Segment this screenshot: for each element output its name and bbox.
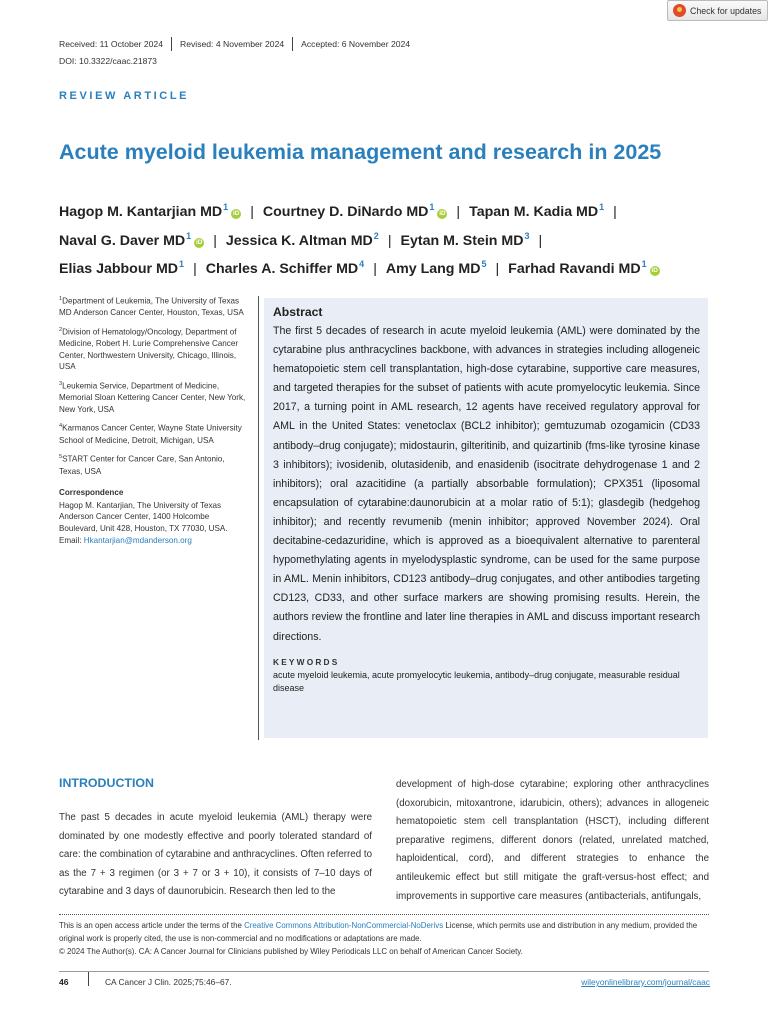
author-name: Charles A. Schiffer MD	[205, 261, 359, 277]
page-number: 46	[59, 977, 69, 987]
affiliation-number: 1	[59, 296, 63, 302]
affiliation-text: Department of Leukemia, The University of Texas MD Anderson Cancer Center, Houston, Texas, USA	[59, 296, 244, 318]
author-list	[59, 196, 729, 282]
affiliation-text: Leukemia Service, Department of Medicine, Memorial Sloan Kettering Cancer Center, New York, New York, USA	[59, 381, 246, 414]
orcid-icon[interactable]: iD	[651, 267, 658, 274]
accepted-date: Accepted: 6 November 2024	[301, 39, 411, 49]
affiliation-number: 2	[59, 326, 63, 333]
email-link[interactable]: Hkantarjian@mdanderson.org	[83, 535, 192, 545]
orcid-icon[interactable]: iD	[439, 210, 446, 217]
author-name: Eytan M. Stein MD	[400, 232, 524, 249]
affiliation	[59, 452, 249, 477]
journal-website-link[interactable]: wileyonlinelibrary.com/journal/caac	[581, 977, 710, 987]
copyright-text: © 2024 The Author(s). CA: A Cancer Journal for Clinicians published by Wiley Periodicals LLC on behalf of American Cancer Society.	[59, 947, 523, 956]
author-affiliation-ref: 1	[429, 202, 435, 212]
affiliation	[59, 294, 249, 319]
author-name: Courtney D. DiNardo MD	[262, 204, 429, 220]
affiliation-number: 5	[59, 454, 63, 461]
author-name: Tapan M. Kadia MD	[469, 204, 599, 220]
divider	[292, 37, 293, 51]
author-affiliation-ref: 1	[599, 202, 605, 212]
affiliation-text: START Center for Cancer Care, San Antonio, Texas, USA	[59, 454, 225, 476]
journal-citation: CA Cancer J Clin. 2025;75:46–67.	[105, 977, 232, 987]
author-separator: |	[456, 204, 461, 220]
author-name: Elias Jabbour MD	[59, 261, 179, 277]
section-label: REVIEW ARTICLE	[59, 90, 190, 102]
abstract-text: The first 5 decades of research in acute myeloid leukemia (AML) were dominated by the cytarabine plus anthracyclines backbone, with advances in strategies including allogeneic hematopoietic stem cell transplantation, high-dose cytarabine, supportive care measures, and targeted therapies for the subset of patients with acute promyelocytic leukemia. Since 2017, a turning point in AML research, 12 agents have received regulatory approval for AML in the United States: venetoclax (BCL2 inhibitor); gemtuzumab ozogamicin (CD33 antibody–drug conjugate); midostaurin, gilteritinib, and quizartinib (fms-like tyrosine kinase 3 inhibitors); ivosidenib, olutasidenib, and enasidenib (isocitrate dehydrogenase 1 and 2 inhibitors); oral azacitidine (a partially absorbable formulation); CPX351 (liposomal encapsulation of cytarabine:daunorubicin at a molar ratio of 5:1); glasdegib (hedgehog inhibitor); and recently revumenib (menin inhibitor; approved November 2024). Oral decitabine-cedazuridine, which is approved as a bioequivalent alternative to parenteral hypomethylating agents in myelodysplastic syndrome, can be used for the same purpose in AML. Menin inhibitors, CD123 antibody–drug conjugates, and other antibodies targeting CD123, CD33, and other surface markers are showing promising results. Herein, the authors review the frontline and later line therapies in AML and discuss important research directions.	[273, 325, 700, 643]
author-affiliation-ref: 1	[179, 259, 185, 269]
author-affiliation-ref: 1	[186, 230, 192, 241]
author-name: Naval G. Daver MD	[59, 232, 186, 249]
license-link[interactable]: Creative Commons Attribution-NonCommercial-NoDerivs	[244, 921, 444, 930]
author-affiliation-ref: 3	[524, 230, 530, 241]
author-separator: |	[213, 232, 217, 249]
affiliation	[59, 379, 249, 415]
orcid-icon[interactable]: iD	[195, 238, 203, 246]
keywords-text: acute myeloid leukemia, acute promyelocytic leukemia, antibody–drug conjugate, measurable residual disease	[273, 669, 680, 693]
received-date: Received: 11 October 2024	[59, 39, 163, 49]
revised-date: Revised: 4 November 2024	[180, 39, 285, 49]
author-separator: |	[538, 232, 543, 249]
affiliation-number: 4	[59, 423, 63, 430]
check-for-updates-button[interactable]	[667, 0, 768, 21]
author-affiliation-ref: 1	[641, 259, 647, 269]
affiliations	[59, 294, 249, 546]
abstract-heading: Abstract	[273, 305, 323, 319]
correspondence-text: Hagop M. Kantarjian, The University of Texas Anderson Cancer Center, 1400 Holcombe Boulevard, Unit 428, Houston, TX 77030, USA.	[59, 500, 228, 533]
correspondence-email	[59, 535, 249, 547]
author-affiliation-ref: 1	[223, 202, 229, 212]
introduction-heading: INTRODUCTION	[59, 776, 154, 790]
author-name: Hagop M. Kantarjian MD	[59, 204, 223, 220]
author-separator: |	[250, 204, 254, 220]
email-label: Email:	[59, 535, 82, 545]
author-name: Amy Lang MD	[385, 261, 481, 277]
footer-separator	[88, 972, 89, 986]
check-for-updates-label: Check for updates	[690, 5, 762, 16]
orcid-icon[interactable]: iD	[232, 210, 240, 217]
author-separator: |	[193, 261, 197, 277]
author-separator: |	[387, 232, 392, 249]
author-separator: |	[495, 261, 500, 277]
introduction-column-2: development of high-dose cytarabine; exploring other anthracyclines (doxorubicin, mitoxantrone, idarubicin, others); advances in allogeneic hematopoietic stem cell transplantation (HSCT), including different preparative regimens, different donors (related, unrelated matched, haploidentical, cord), and different strategies to enhance the antileukemic effect but still mitigate the graft-versus-host effect; and improvements in supportive care measures (antibacterials, antifungals,	[396, 779, 709, 902]
correspondence-heading: Correspondence	[59, 488, 124, 498]
affiliation-text: Karmanos Cancer Center, Wayne State University School of Medicine, Detroit, Michigan, USA	[59, 424, 242, 445]
article-dates	[59, 37, 410, 51]
affiliation	[59, 325, 249, 373]
affiliation	[59, 421, 249, 446]
column-divider	[258, 296, 259, 740]
license-pre: This is an open access article under the terms of the	[59, 921, 245, 930]
article-title: Acute myeloid leukemia management and research in 2025	[59, 140, 662, 164]
keywords-heading: KEYWORDS	[273, 656, 340, 667]
crossmark-icon	[673, 4, 686, 17]
author-affiliation-ref: 4	[359, 259, 365, 269]
abstract-box	[264, 298, 708, 738]
affiliation-text: Division of Hematology/Oncology, Department of Medicine, Robert H. Lurie Comprehensive Cancer Center, Northwestern University, Chicago, Illinois, USA	[59, 327, 239, 372]
license-text	[59, 919, 711, 945]
divider	[171, 37, 172, 51]
license-post: License, which permits use and distribution in any medium, provided the original work is properly cited, the use is non-commercial and no modifications or adaptations are made.	[59, 921, 698, 943]
author-name: Farhad Ravandi MD	[508, 261, 641, 277]
doi: DOI: 10.3322/caac.21873	[59, 56, 157, 66]
license-divider	[59, 914, 709, 915]
introduction-column-1: The past 5 decades in acute myeloid leukemia (AML) therapy were dominated by one modestly effective and poorly tolerated standard of care: the combination of cytarabine and anthracyclines. Often referred to as the 7 + 3 regimen (or 3 + 7 or 3 + 10), it consists of 7–10 days of cytarabine and 3 days of daunorubicin. Research then led to the	[59, 812, 372, 898]
author-name: Jessica K. Altman MD	[225, 232, 373, 249]
author-separator: |	[373, 261, 377, 277]
affiliation-number: 3	[59, 380, 63, 387]
footer-divider	[59, 971, 709, 972]
author-separator: |	[613, 204, 617, 220]
author-affiliation-ref: 2	[373, 230, 379, 241]
author-affiliation-ref: 5	[481, 259, 487, 269]
